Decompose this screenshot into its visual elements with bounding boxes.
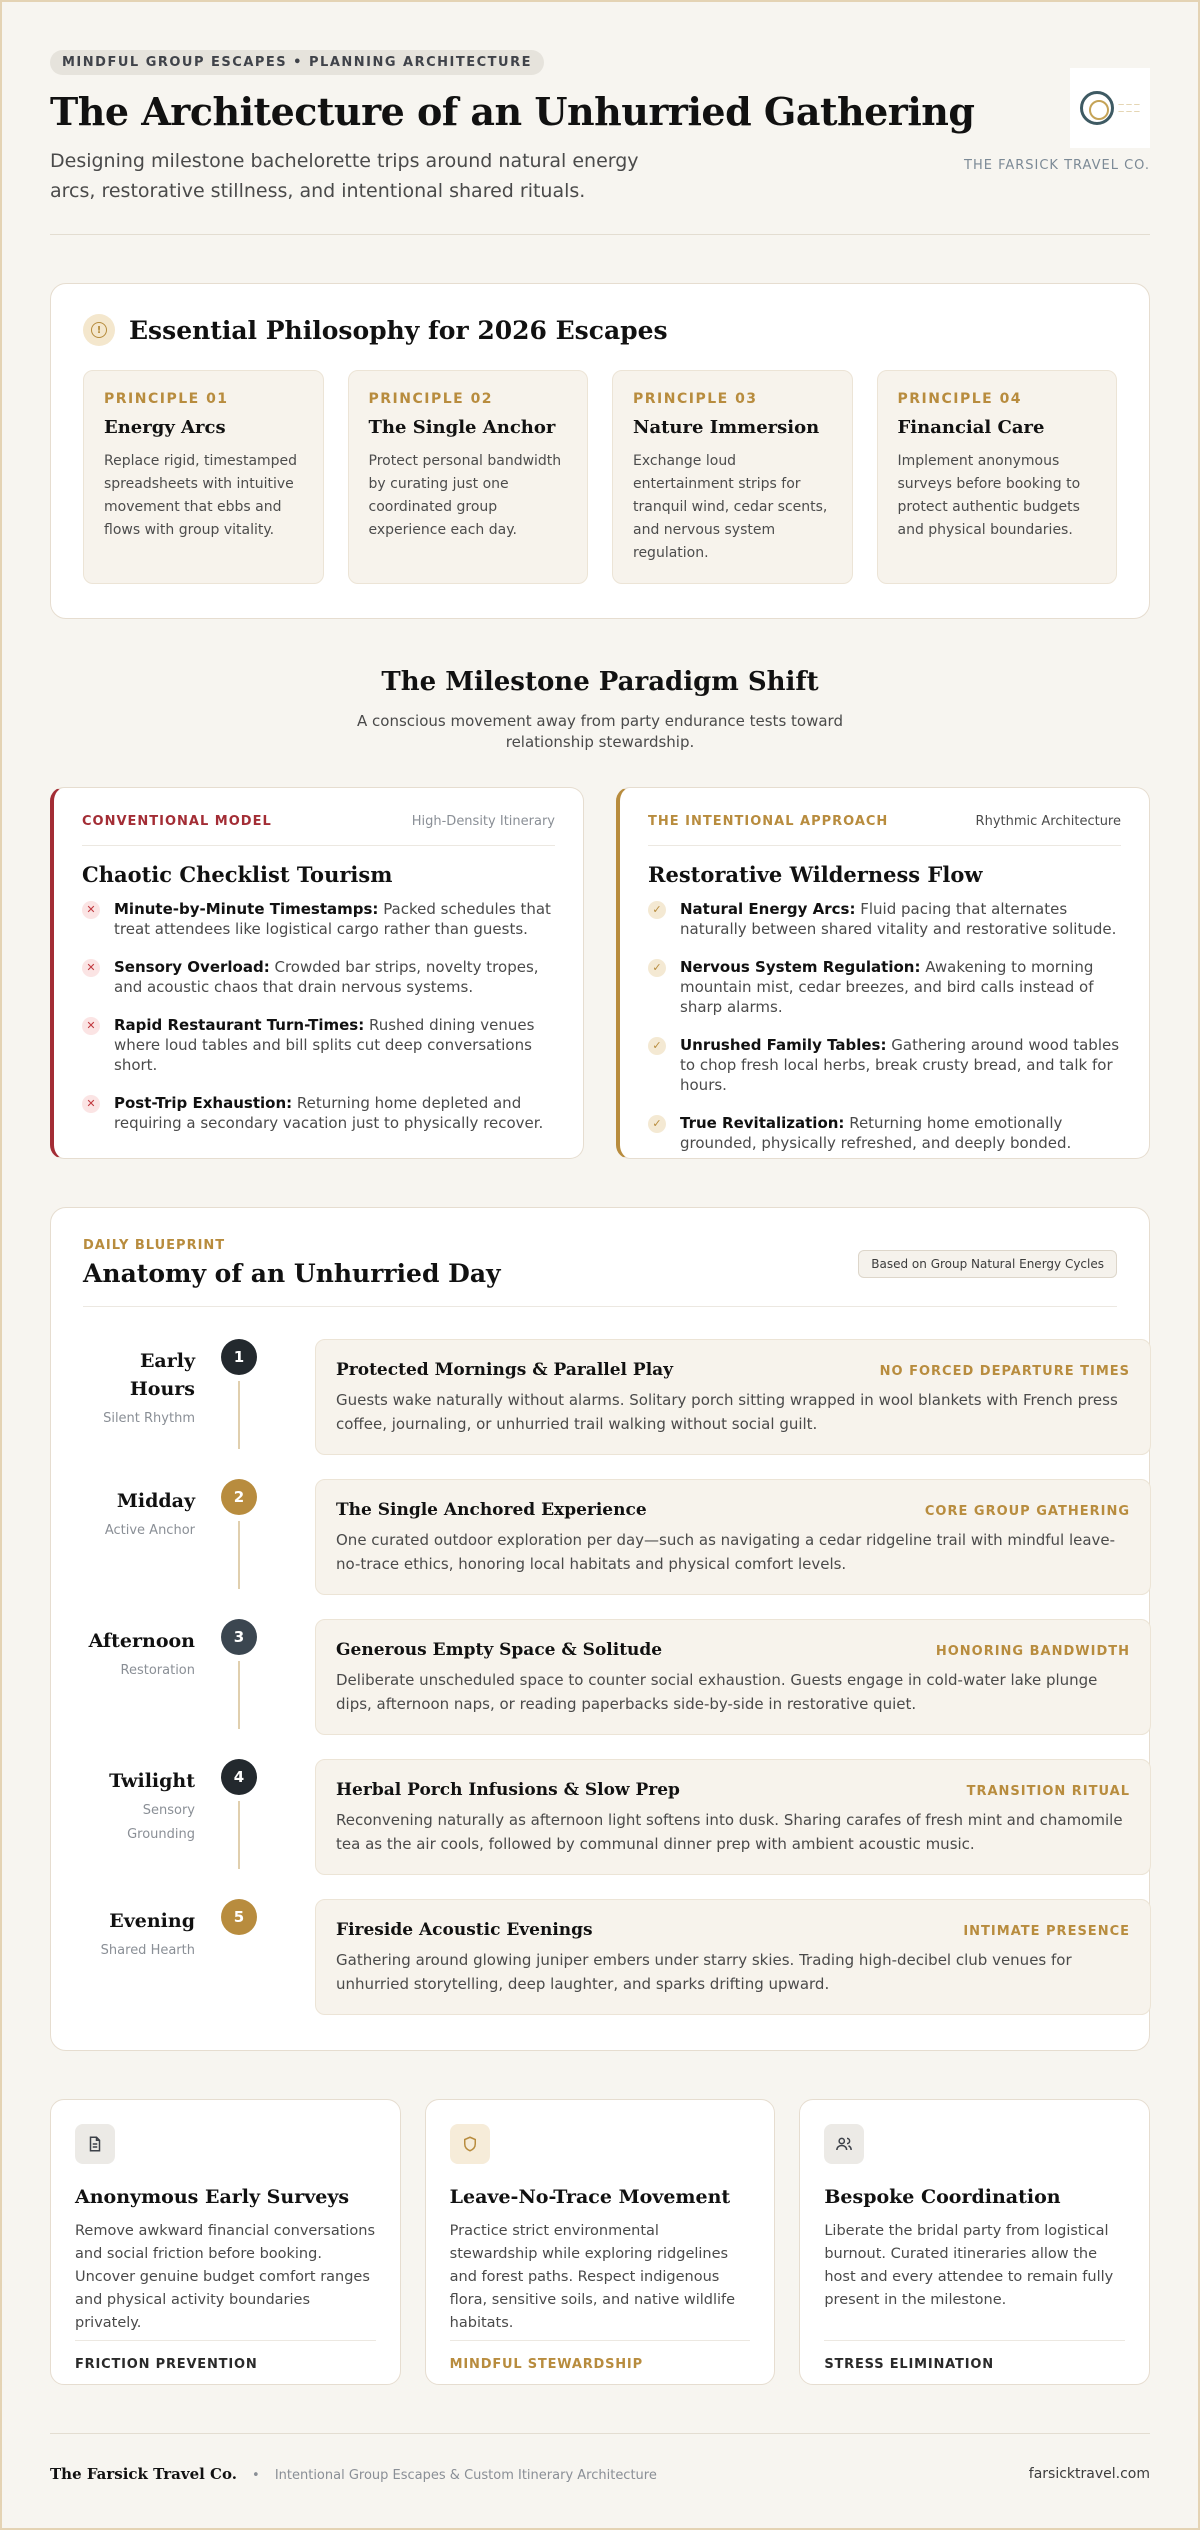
principle-card — [612, 370, 853, 584]
list-item — [82, 1015, 555, 1075]
feature-title: Leave-No-Trace Movement — [449, 2186, 731, 2208]
step-title: Protected Mornings & Parallel Play — [336, 1360, 674, 1380]
step-card — [315, 1619, 1151, 1735]
step-label — [83, 1767, 195, 1847]
principle-card — [877, 370, 1118, 584]
header — [50, 50, 1150, 235]
item-text: Gathering around wood tables to chop fresh local herbs, break crusty bread, and talk for hours. — [680, 1036, 1120, 1094]
principle-desc: Exchange loud entertainment strips for tranquil wind, cedar scents, and nervous system regulation. — [633, 453, 828, 561]
item-label: Sensory Overload: — [114, 958, 270, 976]
blueprint-title: Anatomy of an Unhurried Day — [83, 1259, 501, 1288]
cross-icon: ✕ — [82, 1017, 100, 1035]
model-comparison — [50, 787, 1150, 1159]
feature-footer-tag: FRICTION PREVENTION — [75, 2340, 376, 2372]
page-subtitle: Designing milestone bachelorette trips around natural energy arcs, restorative stillness, and intentional shared rituals. — [50, 150, 639, 202]
timeline-step — [83, 1339, 1130, 1479]
principle-number: PRINCIPLE 04 — [897, 391, 1023, 407]
principle-name: Energy Arcs — [104, 417, 226, 438]
list-item — [82, 957, 555, 997]
seal-logo-icon — [1080, 91, 1114, 125]
principle-name: The Single Anchor — [368, 417, 556, 438]
item-label: True Revitalization: — [680, 1114, 845, 1132]
principle-number: PRINCIPLE 01 — [104, 391, 229, 407]
model-title: Chaotic Checklist Tourism — [82, 862, 393, 887]
philosophy-title: Essential Philosophy for 2026 Escapes — [129, 315, 668, 345]
step-card — [315, 1759, 1151, 1875]
step-time: Evening — [109, 1910, 195, 1932]
step-label — [83, 1627, 195, 1683]
cross-icon: ✕ — [82, 1095, 100, 1113]
step-number-badge: 3 — [221, 1619, 257, 1655]
list-item — [82, 1093, 555, 1133]
step-card — [315, 1339, 1151, 1455]
step-title: Herbal Porch Infusions & Slow Prep — [336, 1780, 680, 1800]
item-text: Returning home depleted and requiring a secondary vacation just to physically recover. — [114, 1094, 544, 1132]
principles-list — [83, 370, 1117, 584]
item-label: Minute-by-Minute Timestamps: — [114, 900, 379, 918]
step-time: Early Hours — [129, 1350, 195, 1400]
step-subtitle: Shared Hearth — [100, 1943, 195, 1958]
step-title: The Single Anchored Experience — [336, 1500, 647, 1520]
list-item — [82, 899, 555, 939]
conventional-model-card — [50, 787, 584, 1159]
step-tag: TRANSITION RITUAL — [966, 1784, 1130, 1799]
step-subtitle: Active Anchor — [104, 1523, 195, 1538]
principle-desc: Protect personal bandwidth by curating just one coordinated group experience each day. — [368, 453, 562, 538]
paradigm-subtitle: A conscious movement away from party endurance tests toward relationship stewardship. — [357, 712, 843, 751]
step-card — [315, 1899, 1151, 2015]
users-icon — [824, 2124, 864, 2164]
step-card — [315, 1479, 1151, 1595]
timeline-connector — [238, 1661, 240, 1729]
step-number-badge: 5 — [221, 1899, 257, 1935]
step-description: Reconvening naturally as afternoon light softens into dusk. Sharing carafes of fresh mint and chamomile tea as the air cools, followed by communal dinner prep with ambient acoustic music. — [336, 1811, 1123, 1853]
principle-desc: Replace rigid, timestamped spreadsheets with intuitive movement that ebbs and flows with group vitality. — [104, 453, 298, 538]
daily-blueprint-section — [50, 1207, 1150, 2051]
check-icon: ✓ — [648, 1115, 666, 1133]
cross-icon: ✕ — [82, 959, 100, 977]
item-label: Post-Trip Exhaustion: — [114, 1094, 293, 1112]
feature-card — [425, 2099, 776, 2385]
logo-wordmark: — — — — — — — [1118, 101, 1140, 115]
item-text: Crowded bar strips, novelty tropes, and acoustic chaos that drain nervous systems. — [114, 958, 539, 996]
footer-tagline: Intentional Group Escapes & Custom Itinerary Architecture — [274, 2468, 657, 2483]
timeline-connector — [238, 1801, 240, 1869]
list-item — [648, 899, 1121, 939]
model-tag: CONVENTIONAL MODEL — [82, 814, 272, 829]
step-tag: NO FORCED DEPARTURE TIMES — [879, 1364, 1130, 1379]
feature-footer-tag: MINDFUL STEWARDSHIP — [450, 2340, 751, 2372]
principle-name: Nature Immersion — [633, 417, 820, 438]
principle-card — [83, 370, 324, 584]
list-item — [648, 957, 1121, 1017]
step-number-badge: 2 — [221, 1479, 257, 1515]
step-title: Generous Empty Space & Solitude — [336, 1640, 663, 1660]
info-circle-icon: ! — [83, 314, 115, 346]
step-description: Gathering around glowing juniper embers under starry skies. Trading high-decibel club venues for unhurried storytelling, deep laughter, and sparks drifting upward. — [336, 1951, 1072, 1993]
timeline-step — [83, 1619, 1130, 1759]
header-eyebrow: MINDFUL GROUP ESCAPES • PLANNING ARCHITECTURE — [50, 50, 544, 75]
principle-number: PRINCIPLE 02 — [368, 391, 494, 407]
page-title: The Architecture of an Unhurried Gathering — [50, 89, 975, 134]
feature-card — [799, 2099, 1150, 2385]
principle-number: PRINCIPLE 03 — [633, 391, 758, 407]
item-text: Fluid pacing that alternates naturally between shared vitality and restorative solitude. — [680, 900, 1117, 938]
step-tag: INTIMATE PRESENCE — [963, 1924, 1130, 1939]
blueprint-badge: Based on Group Natural Energy Cycles — [858, 1250, 1117, 1278]
step-subtitle: Silent Rhythm — [103, 1411, 195, 1426]
model-meta: High-Density Itinerary — [411, 814, 555, 829]
step-description: One curated outdoor exploration per day—such as navigating a cedar ridgeline trail with mindful leave-no-trace ethics, honoring local habitats and physical comfort levels. — [336, 1531, 1116, 1573]
check-icon: ✓ — [648, 1037, 666, 1055]
timeline-step — [83, 1759, 1130, 1899]
paradigm-title: The Milestone Paradigm Shift — [381, 667, 819, 697]
timeline-step — [83, 1479, 1130, 1619]
principle-desc: Implement anonymous surveys before booking to protect authentic budgets and physical boundaries. — [897, 453, 1081, 538]
item-text: Packed schedules that treat attendees like logistical cargo rather than guests. — [114, 900, 551, 938]
check-icon: ✓ — [648, 901, 666, 919]
step-description: Guests wake naturally without alarms. Solitary porch sitting wrapped in wool blankets with French press coffee, journaling, or unhurried trail walking without social guilt. — [336, 1391, 1118, 1433]
list-item — [648, 1035, 1121, 1095]
step-time: Afternoon — [88, 1630, 195, 1652]
item-label: Unrushed Family Tables: — [680, 1036, 887, 1054]
step-number-badge: 1 — [221, 1339, 257, 1375]
step-tag: HONORING BANDWIDTH — [935, 1644, 1130, 1659]
step-subtitle: Sensory Grounding — [127, 1803, 195, 1842]
item-label: Nervous System Regulation: — [680, 958, 921, 976]
feature-description: Liberate the bridal party from logistical burnout. Curated itineraries allow the host and every attendee to remain fully present in the milestone. — [824, 2223, 1114, 2308]
footer-separator: • — [252, 2468, 260, 2483]
company-name: THE FARSICK TRAVEL CO. — [964, 158, 1150, 173]
item-label: Rapid Restaurant Turn-Times: — [114, 1016, 365, 1034]
step-label — [83, 1907, 195, 1963]
feature-card — [50, 2099, 401, 2385]
timeline-step — [83, 1899, 1130, 2039]
item-text: Awakening to morning mountain mist, cedar breezes, and bird calls instead of sharp alarms. — [680, 958, 1094, 1016]
feature-footer-tag: STRESS ELIMINATION — [824, 2340, 1125, 2372]
document-icon — [75, 2124, 115, 2164]
list-item — [648, 1113, 1121, 1153]
page — [50, 50, 1150, 2483]
feature-title: Bespoke Coordination — [824, 2186, 1061, 2208]
features-list — [50, 2099, 1150, 2385]
step-time: Twilight — [109, 1770, 195, 1792]
feature-description: Practice strict environmental stewardship while exploring ridgelines and forest paths. Respect indigenous flora, sensitive soils, and native wildlife habitats. — [449, 2223, 736, 2331]
footer — [50, 2433, 1150, 2483]
step-number-badge: 4 — [221, 1759, 257, 1795]
check-icon: ✓ — [648, 959, 666, 977]
feature-description: Remove awkward financial conversations and social friction before booking. Uncover genuine budget comfort ranges and physical activity boundaries privately. — [75, 2223, 376, 2331]
footer-website-link[interactable]: farsicktravel.com — [1028, 2465, 1150, 2482]
footer-brand: The Farsick Travel Co. — [50, 2465, 237, 2483]
step-label — [83, 1347, 195, 1431]
model-title: Restorative Wilderness Flow — [648, 862, 983, 887]
step-subtitle: Restoration — [120, 1663, 195, 1678]
intentional-model-card — [616, 787, 1150, 1159]
feature-title: Anonymous Early Surveys — [75, 2186, 350, 2208]
step-description: Deliberate unscheduled space to counter social exhaustion. Guests engage in cold-water lake plunge dips, afternoon naps, or reading paperbacks side-by-side in restorative quiet. — [336, 1671, 1098, 1713]
timeline-connector — [238, 1521, 240, 1589]
company-logo — [1070, 68, 1150, 148]
step-tag: CORE GROUP GATHERING — [924, 1504, 1130, 1519]
step-title: Fireside Acoustic Evenings — [336, 1920, 593, 1940]
step-time: Midday — [116, 1490, 195, 1512]
item-label: Natural Energy Arcs: — [680, 900, 856, 918]
timeline — [83, 1339, 1130, 2039]
model-meta: Rhythmic Architecture — [975, 814, 1121, 829]
principle-name: Financial Care — [897, 417, 1045, 438]
step-label — [83, 1487, 195, 1543]
shield-icon — [450, 2124, 490, 2164]
blueprint-eyebrow: DAILY BLUEPRINT — [83, 1238, 226, 1253]
timeline-connector — [238, 1381, 240, 1449]
philosophy-section — [50, 283, 1150, 619]
principle-card — [348, 370, 589, 584]
item-text: Rushed dining venues where loud tables and bill splits cut deep conversations short. — [114, 1016, 535, 1074]
model-tag: THE INTENTIONAL APPROACH — [648, 814, 889, 829]
cross-icon: ✕ — [82, 901, 100, 919]
item-text: Returning home emotionally grounded, physically refreshed, and deeply bonded. — [680, 1114, 1072, 1152]
